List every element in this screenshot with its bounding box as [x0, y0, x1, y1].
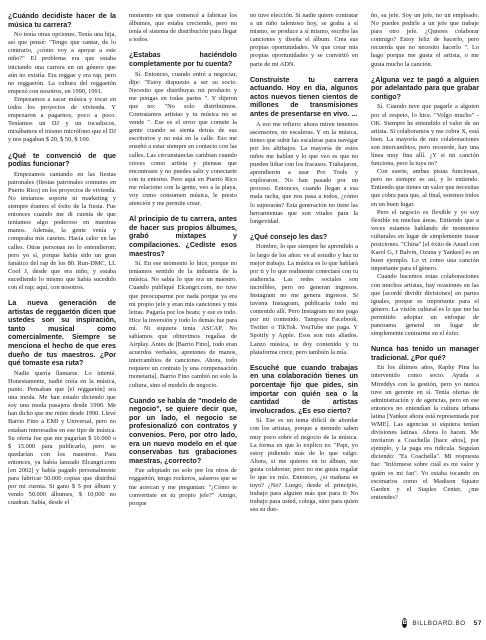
- billboard-logo-icon: B: [402, 620, 407, 626]
- interview-answer-paragraph: Hombre, lo que siempre he aprendido a lo largo de los años: ve al estudio y haz tu mejor trabajo. La música es lo que hablará por ti y lo que realmente conectará con tu audiencia. Las redes sociales son increíbles, pero no generan ingresos. Instagram no me genera ingresos. Si tuviera Instagram, publicaría todo mi contenido allí. Pero Instagram no me paga por mi contenido. Tampoco Facebook, Twitter o TikTok. YouTube me paga. Y Spotify y Apple. Esos son mis aliados. Lanzo música, te doy contenido y tu plataforma crece, pero también la mía.: [250, 243, 358, 356]
- interview-answer-paragraph: ño, su jefe. Soy un jefe, no un empleado. No puedes pedirle a un jefe que trabaje para otro jefe. ¿Quieres colaborar conmigo? Estoy feliz de hacerlo, pero recuerda que no necesito hacerlo ". Lo hago porque me gusta el artista, o me gusta mucho la canción.: [371, 12, 479, 68]
- text-column-3: [250, 12, 358, 614]
- page-footer: [402, 617, 482, 629]
- interview-question: Construiste tu carrera actuando. Hoy en día, algunos actos nuevos tienen cientos de millones de transmisiones antes de presentarse en vivo. ...: [250, 75, 358, 119]
- interview-question: ¿Cuándo decidiste hacer de la música tu carrera?: [8, 12, 116, 29]
- interview-answer-paragraph: Pero el negocio es flexible y yo soy flexible en muchas áreas. Entiendo que a veces estamos hablando de momentos culturales en lugar de simplemente trazar posiciones. "China" [el éxito de Anuel con Karol G, J Balvin, Ozuna y Yankee] es un buen ejemplo. Lo vi como una canción importante para el género.: [371, 208, 479, 273]
- interview-answer-paragraph: A eso me refiero: ahora miren tenemos ascensores, no escaleras. Y en la música, tienes que subir las escaleras para navegar por los altibajos. La mayoría de estos niños me hablan y lo que veo es que no pueden lidiar con los fracasos. Trabajaron, aprendieron a usar Pro Tools y exploraron. No han pasado por un proceso. Entonces, cuando llegan a esa mala racha, que nos pasa a todos, ¿cómo lo superarán? Esta generación no tiene las herramientas que son vitales para la longevidad.: [250, 120, 358, 225]
- interview-answer-paragraph: Con suerte, ambas pistas funcionan, pero no siempre es así, y lo entiendo. Entiendo que tienes un valor que necesitas que cobra para que, al final, estemos todos en un buen lugar.: [371, 168, 479, 208]
- interview-answer-paragraph: Fue adoptado no solo por los otros de reggaetón, tengo rockeros, salseros que se me acercan y me preguntan: "¿Cómo te convertiste en tu propio jefe?" Amigo, porque: [129, 467, 237, 507]
- page-number: 57: [473, 619, 482, 627]
- text-column-4: [371, 12, 479, 614]
- interview-answer-paragraph: Empezamos a sacar música y tocar en todos los proyectos de vivienda. Y empezaron a pagarnos, poco a poco. Teníamos un DJ y un tocadiscos, mixábamos el mismo micrófono que el DJ y nos pagaban $ 20, $ 50, $ 100.: [8, 95, 116, 144]
- interview-answer-paragraph: Sí. Ese es un tema difícil de abordar con los artistas, porque a menudo saben muy poco sobre el negocio de la música. La forma en que lo explico es: "Papi, yo estoy pidiendo más de lo que valgo. Ahora, si me quieres en tu álbum, me gusta colaborar; pero no me gusta regalar lo que es mío. Entonces, ¿si mañana es tuyo? ¿No? Luego, desde el principio, trabajo para alguien más que para ti: No trabajo para usted, colega, sino para quien sea su due-: [250, 417, 358, 514]
- interview-answer-paragraph: Sí. Cuando tuve que pagarle a alguien por el respeto, lo hice. "Volgo mucho" - OK. Siempre he entendido el valor de un artista. Si colaboramos y me cobra X, está bien. La mayoría de mis colaboraciones son intercambios, pero recuerde, hay una línea muy fina allí. ¿Y si mi canción funciona, pero la tuya no?: [371, 103, 479, 168]
- interview-question: ¿Alguna vez te pagó a alguien por adelantado para que grabar contigo?: [371, 75, 479, 101]
- interview-answer-paragraph: En los últimos años, Raphy Pina ha intervenido como socio. Ayuda a Mireddys con la gestión, pero yo nunca tuve un gerente en sí. Tenía ofertas de administración y de agencias, pero en ese entonces no entendían la cultura urbana latina [Yankee ahora está representada por WME]. Las agencias si siquiera tenían divisiones latinas. Ahora lo hacen. Me invitaron a Coachella [hace años], por ejemplo, y la paga era ridícula. Seguían diciendo: "Es Coachella". Mi respuesta fue: "Infórmese sobre cuál es mi valor y quién es mi fan". Yo estaba tocando en escenarios como el Madison Square Garden y el Staples Center, ¿me entiendes?: [371, 364, 479, 501]
- text-column-2: [129, 12, 237, 614]
- interview-answer-paragraph: Sí. En ese momento lo hice, porque no teníamos sentido de la industria de la música. No sabía lo que era un maestro. Cuando publiqué Elcangri.com, no tuve que preocuparme por nada porque ya era mi propio jefe y eran mis canciones y mis letras. Pagaría por los beats; y ese es todo. Hice la inversión y todo lo demás fue para mí. Ni siquiera tenía ASCAP. No sabíamos que obtuvimos regalías de Airplay. Antes de [Barrio Fino], todo eran acuerdos verbales, apretones de manos, intercambios de canciones. Ahora, todo requiere un contrato [y una compensación monetaria]. Barrio Fino cambió no solo la cultura, sino el modelo de negocio.: [129, 260, 237, 389]
- interview-question: Al principio de tu carrera, antes de hacer sus propios álbumes, grabó mixtapes y compilaciones. ¿Cedíste esos maestros?: [129, 215, 237, 258]
- interview-question: ¿Qué consejo les das?: [250, 232, 328, 241]
- interview-answer-paragraph: Nadie quería llamarse. Lo intenté. Honestamente, nadie creía en la música, punto. Pensaban que [el reggaetón] era una moda. Me han estado diciendo que soy una moda pasajera desde 1990. Me han dicho que me retire desde 1990. Llevé Barrio Fino a EMI y Universal, pero no estaban interesados en ese tipo de música. Su oferta fue que me pagarían $ 10.000 o $ 15.000 para publicarlo, pero se quedarían con los maestros. Para entonces, ya había lanzado Elcangri.com [en 2002] y había pagado personalmente para fabricar 50.000 copias que distribuí por mi cuenta. Si gano $ 5 por álbum y vendo 50.000 álbumes, $ 10,000 no cuadran. Sabía, desde el: [8, 369, 116, 507]
- interview-answer-paragraph: Cuando hacemos estas colaboraciones con muchos artistas, hay ocasiones en las que [acordé dividir divisiones] en partes iguales, porque es importante para el género. La visión cultural es lo que me ha permitido adoptar un enfoque de panorama general en lugar de simplemente centrarme en el éxito.: [371, 273, 479, 338]
- interview-question: La nueva generación de artistas de reggaetón dicen que ustedes son su inspiración, tanto musical como comercialmente. Siempre se menciona el hecho de que eres dueño de tus maestros. ¿Por qué tomaste esa ruta?: [8, 299, 116, 368]
- interview-answer-paragraph: No tenía otras opciones. Tenía una hija, así que pensé: "Tengo que cantar, de lo contrario, ¿cómo voy a apoyar a este niño?" El problema era que estaba iniciando una carrera en un género que aún no existía. Era reggae y era rap, pero no reggaetón. La cultura del reggaetón empezó con nosotros, en 1990, 1991.: [8, 31, 116, 95]
- interview-answer-paragraph: momento en que comencé a fabricar los álbumes, que estaba creciendo, pero no tenía el sistema de distribución para llegar a todos.: [129, 12, 237, 44]
- interview-question: Cuando se habla de "modelo de negocio", se quiere decir que, por un lado, el negocio se profesionalizó con contratos y convenios. Pero, por otro lado, era un nuevo modelo en el que conservabas tus grabaciones maestras, ¿correcto?: [129, 396, 237, 465]
- text-column-1: [8, 12, 116, 614]
- article-page: [8, 12, 480, 612]
- interview-question: Nunca has tenido un manager tradicional. ¿Por qué?: [371, 345, 479, 362]
- interview-question: ¿Estabas haciéndolo completamente por tu cuenta?: [129, 51, 237, 68]
- footer-site-name: BILLBOARD.BO: [412, 619, 466, 627]
- interview-answer-paragraph: Sí. Entonces, cuando entré a negociar, dije: "Estoy dispuesto a ser su socio. Necesito que distribuyas mi producto y me pongas en todas partes ". Y dijeron que no: "No solo distribuimos. Contratamos artistas y tu música no se vende ". Ese es el error que comete la gente cuando se sienta detrás de sus escritorios y no está en la calle. Eso me enseñó a estar siempre en contacto con las calles. Las circunstancias cambian cuando creces como artista y piensas que encontraste y no puedes salir y conectarte con tu entorno. Pero aquí en Puerto Rico me relaciono con la gente, veo a la playa, voy como consumen música, le presto atención y me permite crear.: [129, 70, 237, 208]
- interview-question: Escuché que cuando trabajas en una colaboración tienes un porcentaje fijo que pides, sin importar con quién sea o la cantidad de artistas involucrados. ¿Es eso cierto?: [250, 363, 358, 415]
- interview-answer-paragraph: Empezamos cantando en las fiestas patronales (fiestas patronales comunes en Puerto Rico) en los proyectos de vivienda. No teníamos soporte ni marketing y siempre éramos el éxito de la fiesta. Fue entonces cuando me di cuenta de que teníamos algo poderoso en nuestras manos. Además, la gente venía y compraba mis casetes. Hacía calor en las calles. Otras personas no lo entendieron; pero yo sí, porque había sido un gran fanático del rap de los 80. Run-DMC, LL Cool J, desde que era niño, y estaba sucediendo lo mismo que había sucedido con el rap; aquí, con nosotros.: [8, 170, 116, 291]
- interview-answer-paragraph: no tuve elección. Si nadie quiere contratar a un niño talentoso hoy, se graba a sí mismo, se produce a sí mismo, escribe las canciones y diseña el álbum. Crea sus propias oportunidades. Ve que crear mis propias oportunidades y se convirtió en parte de mi ADN.: [250, 12, 358, 68]
- interview-question: ¿Qué te convenció de que podías funcionar?: [8, 151, 116, 169]
